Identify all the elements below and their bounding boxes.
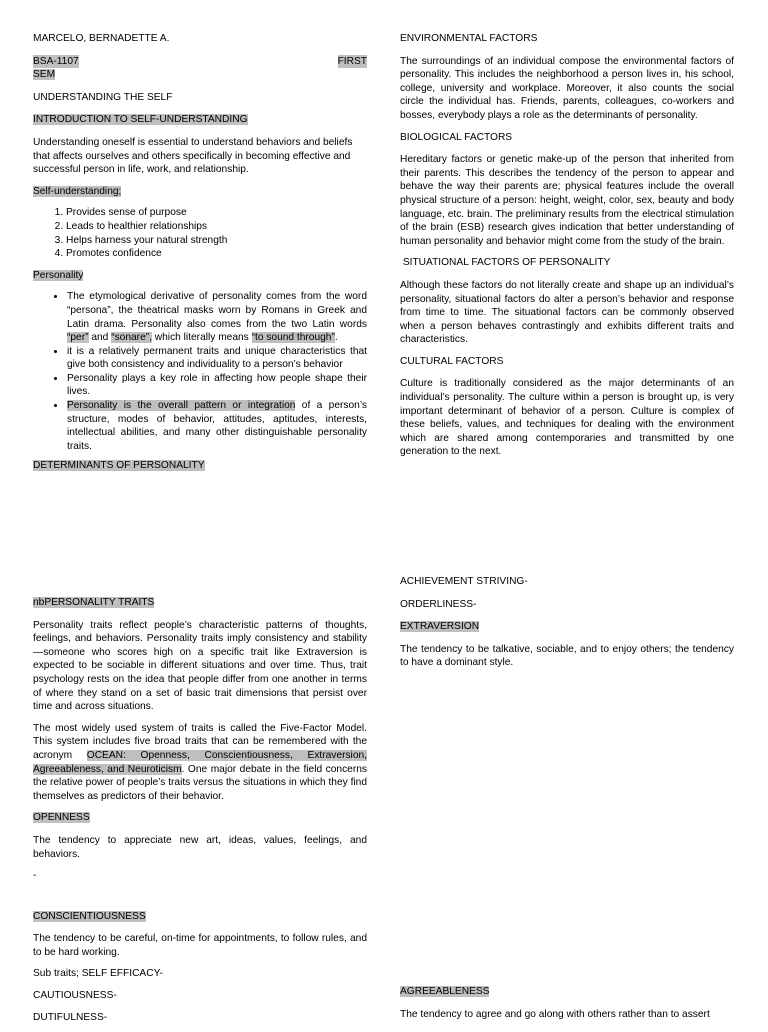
traits-paragraph-1: Personality traits reflect people’s characteristic patterns of thoughts, feelings, and behaviors. Personality traits imply consistency and stability—someone who scores high on a specific trait like Extraversion is expected to be sociable in different situations and over time. Thus, trait psychology rests on the idea that people differ from one another in terms of where they stand on a set of basic trait dimensions that persist over time and across situations. — [33, 619, 367, 713]
dutifulness-line: DUTIFULNESS- — [33, 1011, 108, 1023]
left-bottom-column — [33, 596, 367, 1032]
extraversion-text: The tendency to be talkative, sociable, and to enjoy others; the tendency to have a dominant style. — [400, 643, 734, 669]
cautiousness-line: CAUTIOUSNESS- — [33, 990, 117, 1002]
list-item: • The etymological derivative of personality comes from the word “persona”, the theatrical masks worn by Romans in Greek and Latin drama. Personality also comes from the two Latin words “per” and “sonare”, which literally means “to sound through”. — [66, 290, 367, 344]
environmental-text: The surroundings of an individual compose the environmental factors of personality. This includes the neighborhood a person lives in, his school, college, university and workplace. Moreover, it also counts the social circle the individual has. Friends, parents, colleagues, co-workers and bosses, everybody plays a role as the determinants of personality. — [400, 55, 734, 121]
extraversion-heading: EXTRAVERSION — [400, 621, 480, 633]
environmental-heading: ENVIRONMENTAL FACTORS — [400, 33, 538, 44]
list-item: • Personality plays a key role in affecting how people shape their lives. — [66, 372, 367, 399]
dash-line: - — [33, 870, 37, 882]
orderliness-line: ORDERLINESS- — [400, 598, 477, 610]
determinants-heading: DETERMINANTS OF PERSONALITY — [33, 460, 205, 472]
intro-heading: INTRODUCTION TO SELF-UNDERSTANDING — [33, 114, 248, 126]
course-line — [33, 55, 367, 69]
right-top-column — [400, 32, 734, 467]
personality-list — [33, 290, 367, 453]
openness-heading: OPENNESS — [33, 812, 90, 824]
situational-text: Although these factors do not literally create and shape up an individual’s personality, situational factors do alter a person’s behavior and response from time to time. The situational factors can be commonly observed when a person behaves contrastingly and exhibits different traits and characteristics. — [400, 279, 734, 346]
student-name: MARCELO, BERNADETTE A. — [33, 33, 170, 44]
agreeableness-text: The tendency to agree and go along with others rather than to assert — [400, 1008, 710, 1020]
conscientiousness-text: The tendency to be careful, on-time for appointments, to follow rules, and to be hard working. — [33, 933, 367, 958]
cultural-heading: CULTURAL FACTORS — [400, 355, 504, 367]
course-code: BSA-1107 — [33, 55, 79, 67]
right-bottom-agreeableness — [400, 985, 734, 1029]
left-top-column — [33, 32, 367, 481]
right-bottom-column — [400, 575, 734, 678]
situational-heading: SITUATIONAL FACTORS OF PERSONALITY — [400, 257, 611, 269]
list-item: 3. Helps harness your natural strength — [66, 234, 367, 248]
subject-title: UNDERSTANDING THE SELF — [33, 91, 173, 103]
biological-heading: BIOLOGICAL FACTORS — [400, 131, 513, 143]
list-item: 1. Provides sense of purpose — [66, 206, 367, 220]
self-understanding-list — [33, 206, 367, 260]
list-item: 4. Promotes confidence — [66, 247, 367, 261]
traits-paragraph-2: The most widely used system of traits is called the Five-Factor Model. This system includes five broad traits that can be remembered with the acronym OCEAN: Openness, Conscientiousness, Extraversion, Agreeableness, and Neuroticism. One major debate in the field concerns the relative power of people’s traits versus the situations in which they find themselves as predictors of their behavior. — [33, 722, 367, 802]
list-item: • it is a relatively permanent traits and unique characteristics that give both consistency and individuality to a person’s behavior — [66, 345, 367, 372]
self-understanding-heading: Self-understanding; — [33, 185, 122, 197]
personality-heading: Personality — [33, 269, 84, 281]
subtraits-line: Sub traits; SELF EFFICACY- — [33, 968, 163, 980]
agreeableness-heading: AGREEABLENESS — [400, 986, 490, 997]
semester-abbrev: SEM — [33, 69, 56, 81]
semester-word: FIRST — [337, 55, 367, 67]
intro-text: Understanding oneself is essential to understand behaviors and beliefs that affects ourselves and others specifically in becoming effective and successful person in life, work, and relationship. — [33, 136, 353, 176]
cultural-text: Culture is traditionally considered as the major determinants of an individual’s personality. The culture within a person is brought up, is very important determinant of behavior of a person. Culture is complex of these beliefs, values, and techniques for dealing with the environment which are shared among contemporaries and transmitted by one generation to the next. — [400, 378, 734, 458]
list-item: • Personality is the overall pattern or integration of a person’s structure, modes of behavior, attitudes, aptitudes, interests, intellectual abilities, and many other distinguishable personality traits. — [66, 399, 367, 453]
conscientiousness-heading: CONSCIENTIOUSNESS — [33, 910, 146, 922]
traits-heading: nbPERSONALITY TRAITS — [33, 597, 155, 608]
list-item: 2. Leads to healthier relationships — [66, 220, 367, 234]
biological-text: Hereditary factors or genetic make-up of the person that inherited from their parents. This describes the tendency of the person to appear and behave the way their parents are; physical features include the overall physical structure of a person: height, weight, color, sex, beauty and body language, etc. brain. The preliminary results from the electrical stimulation of the brain (ESB) research gives indication that better understanding of human personality and behavior might come from the study of the brain. — [400, 154, 734, 247]
openness-text: The tendency to appreciate new art, ideas, values, feelings, and behaviors. — [33, 834, 367, 860]
achievement-line: ACHIEVEMENT STRIVING- — [400, 576, 528, 587]
